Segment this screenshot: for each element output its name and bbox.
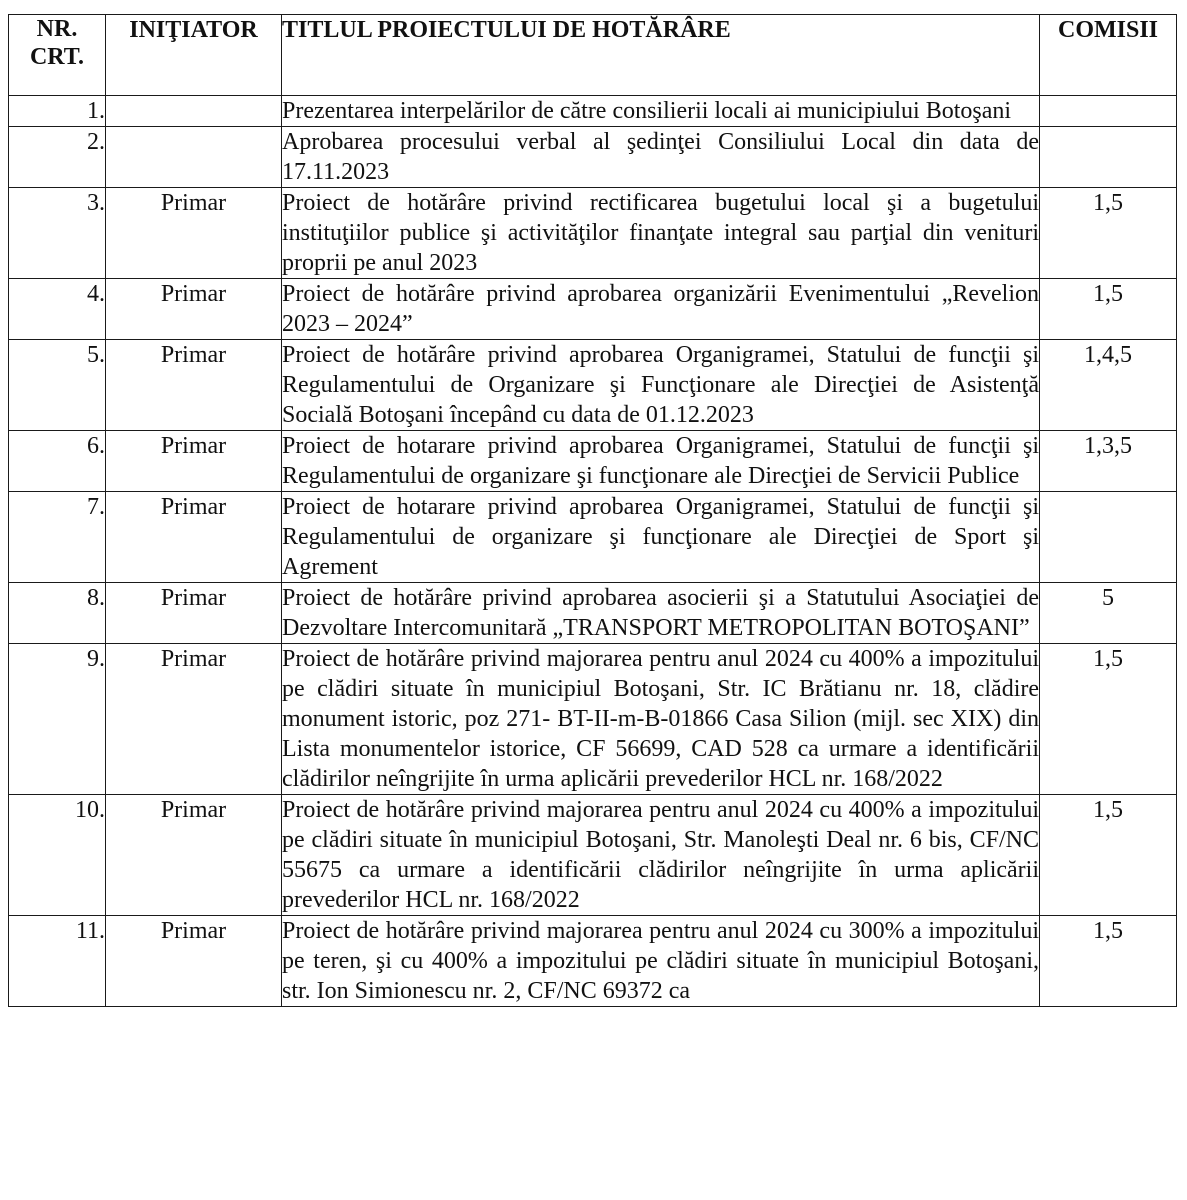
row-number: 2. — [9, 127, 106, 188]
table-row — [9, 583, 1177, 644]
row-number: 9. — [9, 644, 106, 795]
row-title: Prezentarea interpelărilor de către consilierii locali ai municipiului Botoşani — [282, 96, 1040, 127]
row-commissions: 1,5 — [1040, 279, 1177, 340]
header-nr-line1: NR. — [36, 16, 78, 42]
header-commissions: COMISII — [1040, 15, 1177, 96]
table-row — [9, 127, 1177, 188]
row-title: Proiect de hotărâre privind rectificarea bugetului local şi a bugetului instituţiilor publice şi activităţilor finanţate integral sau parţial din venituri proprii pe anul 2023 — [282, 188, 1040, 279]
row-number: 6. — [9, 431, 106, 492]
table-row — [9, 916, 1177, 1007]
row-title: Proiect de hotărâre privind majorarea pentru anul 2024 cu 400% a impozitului pe clădiri situate în municipiul Botoşani, Str. IC Brătianu nr. 18, clădire monument istoric, poz 271- BT-II-m-B-01866 Casa Silion (mijl. sec XIX) din Lista monumentelor istorice, CF 56699, CAD 528 ca urmare a identificării clădirilor neîngrijite în urma aplicării prevederilor HCL nr. 168/2022 — [282, 644, 1040, 795]
row-number: 7. — [9, 492, 106, 583]
row-commissions — [1040, 96, 1177, 127]
row-initiator — [106, 96, 282, 127]
row-initiator — [106, 127, 282, 188]
table-row — [9, 188, 1177, 279]
agenda-document — [8, 14, 1176, 1007]
row-initiator: Primar — [106, 644, 282, 795]
row-commissions: 1,5 — [1040, 188, 1177, 279]
row-initiator: Primar — [106, 340, 282, 431]
row-initiator: Primar — [106, 431, 282, 492]
table-row — [9, 340, 1177, 431]
row-number: 5. — [9, 340, 106, 431]
row-initiator: Primar — [106, 795, 282, 916]
row-number: 4. — [9, 279, 106, 340]
row-number: 1. — [9, 96, 106, 127]
row-initiator: Primar — [106, 492, 282, 583]
row-title: Proiect de hotarare privind aprobarea Organigramei, Statului de funcţii şi Regulamentului de organizare şi funcţionare ale Direcţiei de Sport şi Agrement — [282, 492, 1040, 583]
row-commissions — [1040, 127, 1177, 188]
row-title: Aprobarea procesului verbal al şedinţei Consiliului Local din data de 17.11.2023 — [282, 127, 1040, 188]
row-initiator: Primar — [106, 279, 282, 340]
row-title: Proiect de hotărâre privind majorarea pentru anul 2024 cu 400% a impozitului pe clădiri situate în municipiul Botoşani, Str. Manoleşti Deal nr. 6 bis, CF/NC 55675 ca urmare a identificării clădirilor neîngrijite în urma aplicării prevederilor HCL nr. 168/2022 — [282, 795, 1040, 916]
row-number: 11. — [9, 916, 106, 1007]
row-number: 3. — [9, 188, 106, 279]
table-row — [9, 431, 1177, 492]
row-commissions: 1,4,5 — [1040, 340, 1177, 431]
header-nr-line2: CRT. — [29, 44, 85, 70]
agenda-table — [8, 14, 1177, 1007]
row-initiator: Primar — [106, 188, 282, 279]
row-commissions: 5 — [1040, 583, 1177, 644]
header-initiator: INIŢIATOR — [106, 15, 282, 96]
header-nr-crt — [9, 15, 106, 96]
row-title: Proiect de hotărâre privind aprobarea organizării Evenimentului „Revelion 2023 – 2024” — [282, 279, 1040, 340]
row-title: Proiect de hotărâre privind aprobarea asocierii şi a Statutului Asociaţiei de Dezvoltare Intercomunitară „TRANSPORT METROPOLITAN BOTOŞANI” — [282, 583, 1040, 644]
table-header-row — [9, 15, 1177, 96]
row-title: Proiect de hotărâre privind aprobarea Organigramei, Statului de funcţii şi Regulamentului de Organizare şi Funcţionare ale Direcţiei de Asistenţă Socială Botoşani începând cu data de 01.12.2023 — [282, 340, 1040, 431]
row-commissions: 1,5 — [1040, 795, 1177, 916]
row-commissions: 1,5 — [1040, 644, 1177, 795]
header-title: TITLUL PROIECTULUI DE HOTĂRÂRE — [282, 15, 1040, 96]
row-number: 8. — [9, 583, 106, 644]
table-row — [9, 644, 1177, 795]
row-initiator: Primar — [106, 583, 282, 644]
row-commissions: 1,5 — [1040, 916, 1177, 1007]
row-number: 10. — [9, 795, 106, 916]
row-title: Proiect de hotărâre privind majorarea pentru anul 2024 cu 300% a impozitului pe teren, şi cu 400% a impozitului pe clădiri situate în municipiul Botoşani, str. Ion Simionescu nr. 2, CF/NC 69372 ca — [282, 916, 1040, 1007]
table-row — [9, 96, 1177, 127]
row-title: Proiect de hotarare privind aprobarea Organigramei, Statului de funcţii şi Regulamentului de organizare şi funcţionare ale Direcţiei de Servicii Publice — [282, 431, 1040, 492]
row-commissions: 1,3,5 — [1040, 431, 1177, 492]
row-commissions — [1040, 492, 1177, 583]
row-initiator: Primar — [106, 916, 282, 1007]
table-row — [9, 795, 1177, 916]
table-row — [9, 279, 1177, 340]
table-row — [9, 492, 1177, 583]
